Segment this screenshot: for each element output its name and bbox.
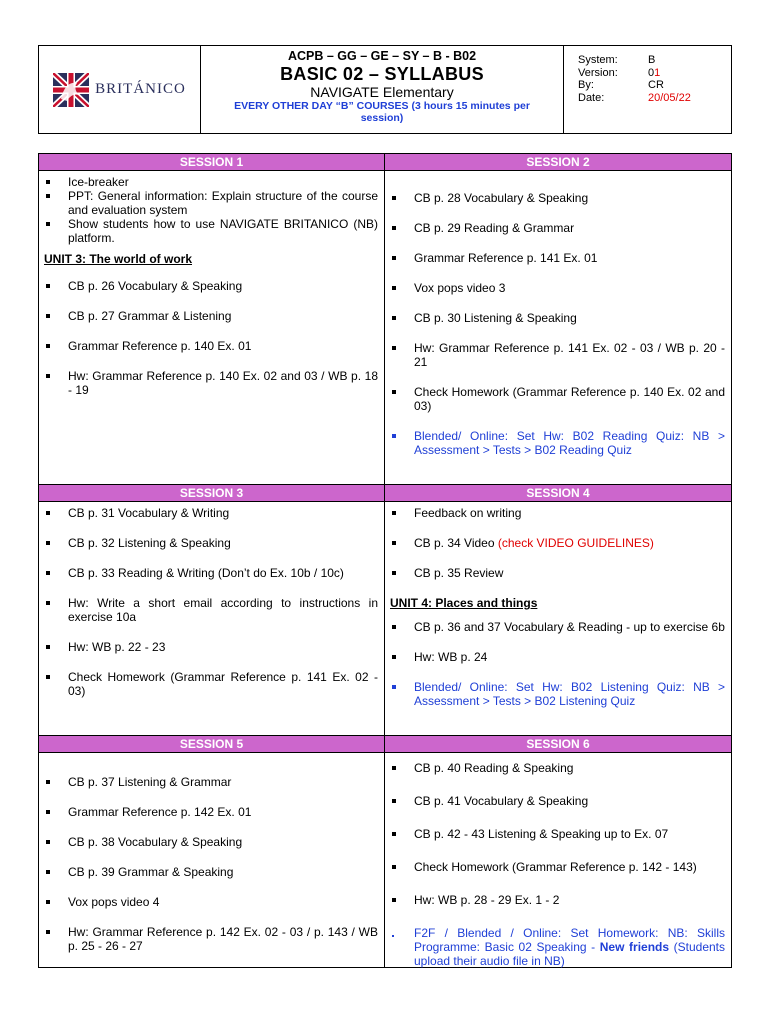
session-1-header: SESSION 1 bbox=[39, 154, 384, 171]
document-code: ACPB – GG – GE – SY – B - B02 bbox=[287, 49, 477, 63]
list-item bbox=[390, 926, 725, 968]
list-item: CB p. 29 Reading & Grammar bbox=[390, 221, 725, 235]
version-label: Version: bbox=[578, 66, 618, 79]
session-row-3 bbox=[39, 736, 731, 967]
list-item: CB p. 38 Vocabulary & Speaking bbox=[44, 835, 378, 849]
list-item: Grammar Reference p. 140 Ex. 01 bbox=[44, 339, 378, 353]
video-text: CB p. 34 Video bbox=[414, 536, 498, 550]
list-item: CB p. 40 Reading & Speaking bbox=[390, 761, 725, 775]
sessions-table bbox=[38, 153, 732, 968]
britanico-logo-icon bbox=[53, 73, 89, 107]
page-title: BASIC 02 – SYLLABUS bbox=[280, 64, 484, 84]
list-item bbox=[390, 536, 725, 550]
list-item: CB p. 28 Vocabulary & Speaking bbox=[390, 191, 725, 205]
list-item: Blended/ Online: Set Hw: B02 Listening Quiz: NB > Assessment > Tests > B02 Listening Quiz bbox=[390, 680, 725, 708]
session-4-header: SESSION 4 bbox=[385, 485, 731, 502]
session-5-body bbox=[39, 753, 384, 967]
list-item: CB p. 36 and 37 Vocabulary & Reading - up to exercise 6b bbox=[390, 620, 725, 634]
list-item: Blended/ Online: Set Hw: B02 Reading Quiz: NB > Assessment > Tests > B02 Reading Quiz bbox=[390, 429, 725, 457]
video-guidelines-note: (check VIDEO GUIDELINES) bbox=[497, 536, 654, 550]
list-item: CB p. 39 Grammar & Speaking bbox=[44, 865, 378, 879]
document-meta bbox=[564, 46, 731, 133]
session-row-1 bbox=[39, 154, 731, 485]
list-item: Check Homework (Grammar Reference p. 142 - 143) bbox=[390, 860, 725, 874]
logo-text: BRITÁNICO bbox=[95, 81, 186, 97]
list-item: Hw: Grammar Reference p. 141 Ex. 02 - 03 / WB p. 20 - 21 bbox=[390, 341, 725, 369]
header-title-block bbox=[201, 46, 564, 133]
session-6 bbox=[385, 736, 731, 967]
list-item: CB p. 27 Grammar & Listening bbox=[44, 309, 378, 323]
date-label: Date: bbox=[578, 91, 605, 104]
session-2-body bbox=[385, 171, 731, 484]
list-item: Grammar Reference p. 141 Ex. 01 bbox=[390, 251, 725, 265]
session-6-body bbox=[385, 753, 731, 967]
list-item: Feedback on writing bbox=[390, 506, 725, 520]
speaking-task-title: New friends bbox=[599, 940, 670, 954]
system-label: System: bbox=[578, 54, 618, 66]
session-row-2 bbox=[39, 485, 731, 736]
list-item: CB p. 41 Vocabulary & Speaking bbox=[390, 794, 725, 808]
system-value: B bbox=[648, 54, 656, 66]
list-item: Show students how to use NAVIGATE BRITANICO (NB) platform. bbox=[44, 217, 378, 245]
session-1-body bbox=[39, 171, 384, 484]
logo-area bbox=[39, 46, 201, 133]
list-item: Vox pops video 3 bbox=[390, 281, 725, 295]
list-item: CB p. 35 Review bbox=[390, 566, 725, 580]
list-item: Check Homework (Grammar Reference p. 140 Ex. 02 and 03) bbox=[390, 385, 725, 413]
list-item: CB p. 32 Listening & Speaking bbox=[44, 536, 378, 550]
session-1 bbox=[39, 154, 385, 484]
speaking-task-text: F2F / Blended / Online: Set Homework: NB: Skills Programme: Basic 02 Speaking - bbox=[414, 926, 725, 954]
document-header bbox=[38, 45, 732, 134]
speaking-task-note: (Students upload their audio file in NB) bbox=[414, 940, 725, 968]
list-item: Hw: Write a short email according to instructions in exercise 10a bbox=[44, 596, 378, 624]
version-value bbox=[648, 67, 660, 80]
unit-heading: UNIT 3: The world of work bbox=[44, 252, 193, 266]
session-4 bbox=[385, 485, 731, 735]
list-item: CB p. 31 Vocabulary & Writing bbox=[44, 506, 378, 520]
list-item: CB p. 26 Vocabulary & Speaking bbox=[44, 279, 378, 293]
list-item: CB p. 42 - 43 Listening & Speaking up to Ex. 07 bbox=[390, 827, 725, 841]
session-3-header: SESSION 3 bbox=[39, 485, 384, 502]
list-item: PPT: General information: Explain structure of the course and evaluation system bbox=[44, 189, 378, 217]
list-item: Hw: WB p. 24 bbox=[390, 650, 725, 664]
list-item: CB p. 30 Listening & Speaking bbox=[390, 311, 725, 325]
list-item: CB p. 33 Reading & Writing (Don’t do Ex. 10b / 10c) bbox=[44, 566, 378, 580]
date-value: 20/05/22 bbox=[648, 91, 691, 104]
list-item: CB p. 37 Listening & Grammar bbox=[44, 775, 378, 789]
version-minor: 1 bbox=[654, 66, 661, 79]
session-5 bbox=[39, 736, 385, 967]
list-item: Check Homework (Grammar Reference p. 141 Ex. 02 - 03) bbox=[44, 670, 378, 698]
by-value: CR bbox=[648, 79, 664, 91]
list-item: Hw: WB p. 22 - 23 bbox=[44, 640, 378, 654]
session-4-body bbox=[385, 502, 731, 735]
list-item: Hw: Grammar Reference p. 142 Ex. 02 - 03 / p. 143 / WB p. 25 - 26 - 27 bbox=[44, 925, 378, 953]
version-major: 0 bbox=[648, 66, 655, 79]
session-2 bbox=[385, 154, 731, 484]
session-2-header: SESSION 2 bbox=[385, 154, 731, 171]
list-item: Hw: Grammar Reference p. 140 Ex. 02 and 03 / WB p. 18 - 19 bbox=[44, 369, 378, 397]
list-item: Hw: WB p. 28 - 29 Ex. 1 - 2 bbox=[390, 893, 725, 907]
session-3-body bbox=[39, 502, 384, 735]
session-5-header: SESSION 5 bbox=[39, 736, 384, 753]
session-3 bbox=[39, 485, 385, 735]
session-6-header: SESSION 6 bbox=[385, 736, 731, 753]
list-item: Vox pops video 4 bbox=[44, 895, 378, 909]
by-label: By: bbox=[578, 79, 594, 91]
list-item: Ice-breaker bbox=[44, 175, 378, 189]
unit-heading: UNIT 4: Places and things bbox=[390, 596, 538, 610]
schedule-note: EVERY OTHER DAY “B” COURSES (3 hours 15 minutes per session) bbox=[234, 100, 530, 124]
course-name: NAVIGATE Elementary bbox=[310, 84, 454, 100]
list-item: Grammar Reference p. 142 Ex. 01 bbox=[44, 805, 378, 819]
